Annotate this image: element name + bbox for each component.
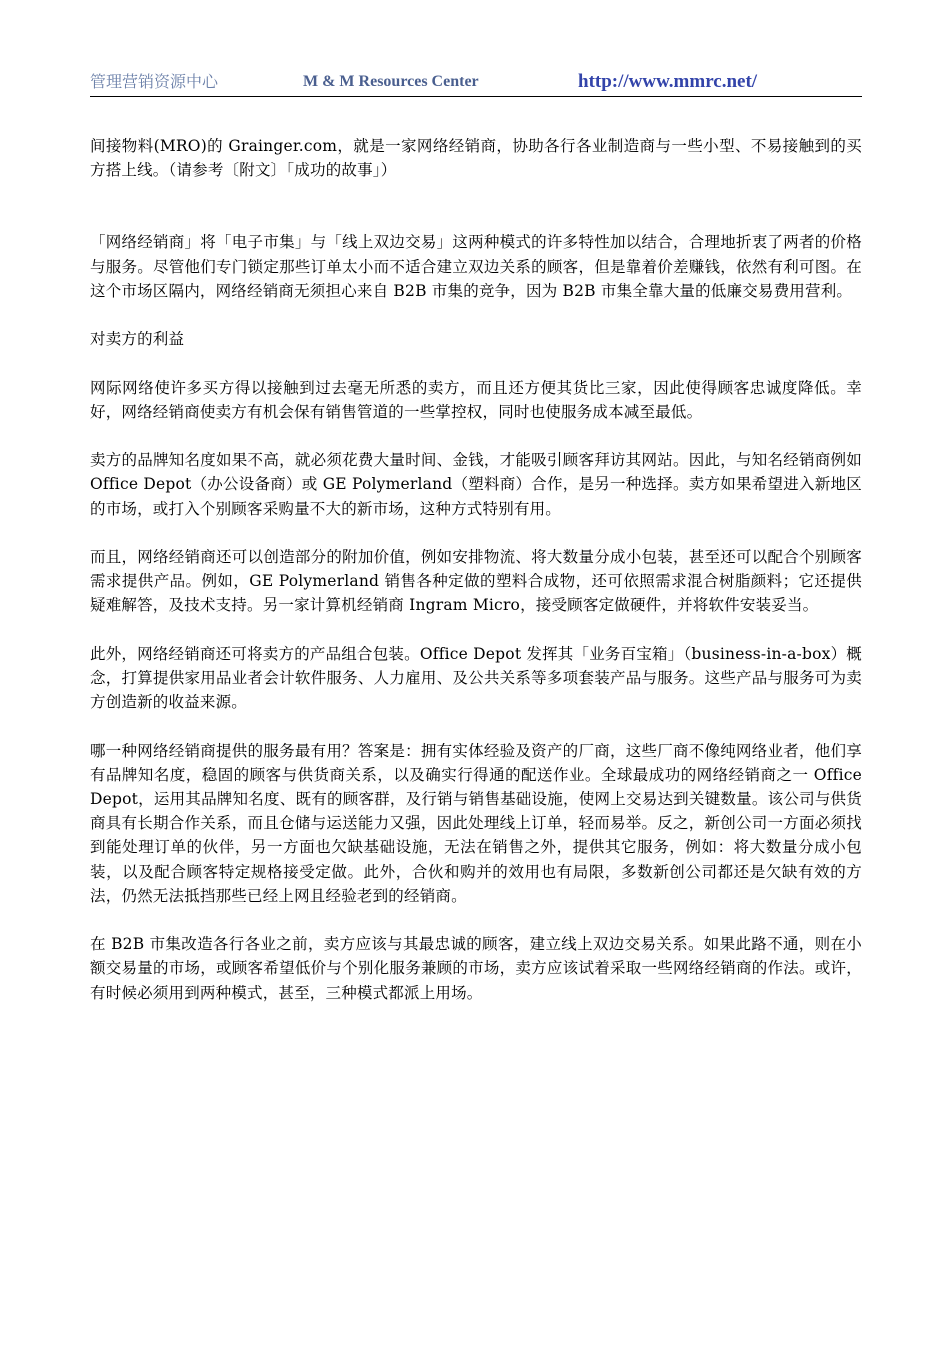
paragraph-customer-loyalty: 网际网络使许多买方得以接触到过去毫无所悉的卖方，而且还方便其货比三家，因此使得顾客忠诚度降低。幸好，网络经销商使卖方有机会保有销售管道的一些掌控权，同时也使服务成本减至最低。 (90, 378, 862, 421)
header-org-english: M & M Resources Center (303, 73, 479, 90)
document-body (90, 134, 862, 1029)
header-divider (90, 96, 862, 97)
section-heading-seller-benefits: 对卖方的利益 (90, 330, 185, 349)
page-header (90, 70, 862, 96)
paragraph-brand-awareness: 卖方的品牌知名度如果不高，就必须花费大量时间、金钱，才能吸引顾客拜访其网站。因此，与知名经销商例如 Office Depot（办公设备商）或 GE Polymerland（塑料商）合作，是另一种选择。卖方如果希望进入新地区的市场，或打入个别顾客采购量不大的新市场，这种方式特别有用。 (90, 451, 862, 518)
paragraph-added-value: 而且，网络经销商还可以创造部分的附加价值，例如安排物流、将大数量分成小包装，甚至还可以配合个别顾客需求提供产品。例如，GE Polymerland 销售各种定做的塑料合成物，还可依照需求混合树脂颜料；它还提供疑难解答，及技术支持。另一家计算机经销商 Ingram Micro，接受顾客定做硬件，并将软件安装妥当。 (90, 547, 862, 615)
paragraph-conclusion: 在 B2B 市集改造各行各业之前，卖方应该与其最忠诚的顾客，建立线上双边交易关系。如果此路不通，则在小额交易量的市场，或顾客希望低价与个别化服务兼顾的市场，卖方应该试着采取一些网络经销商的作法。或许，有时候必须用到两种模式，甚至，三种模式都派上用场。 (90, 935, 862, 1002)
paragraph-most-useful-services: 哪一种网络经销商提供的服务最有用？答案是：拥有实体经验及资产的厂商，这些厂商不像纯网络业者，他们享有品牌知名度，稳固的顾客与供货商关系，以及确实行得通的配送作业。全球最成功的网络经销商之一 Office Depot，运用其品牌知名度、既有的顾客群，及行销与销售基础设施，使网上交易达到关键数量。该公司与供货商具有长期合作关系，而且仓储与运送能力又强，因此处理线上订单，轻而易举。反之，新创公司一方面必须找到能处理订单的伙伴，另一方面也欠缺基础设施，无法在销售之外，提供其它服务，例如：将大数量分成小包装，以及配合顾客特定规格接受定做。此外，合伙和购并的效用也有局限，多数新创公司都还是欠缺有效的方法，仍然无法抵挡那些已经上网且经验老到的经销商。 (90, 741, 862, 905)
paragraph-bundling: 此外，网络经销商还可将卖方的产品组合包装。Office Depot 发挥其「业务百宝箱」（business-in-a-box）概念，打算提供家用品业者会计软件服务、人力雇用、及公共关系等多项套装产品与服务。这些产品与服务可为卖方创造新的收益来源。 (90, 644, 862, 712)
paragraph-grainger: 间接物料(MRO)的 Grainger.com，就是一家网络经销商，协助各行各业制造商与一些小型、不易接触到的买方搭上线。（请参考〔附文〕「成功的故事」） (90, 137, 862, 180)
header-org-chinese: 管理营销资源中心 (90, 72, 219, 91)
paragraph-network-distributor: 「网络经销商」将「电子市集」与「线上双边交易」这两种模式的许多特性加以结合，合理地折衷了两者的价格与服务。尽管他们专门锁定那些订单太小而不适合建立双边关系的顾客，但是靠着价差赚钱，依然有利可图。在这个市场区隔内，网络经销商无须担心来自 B2B 市集的竞争，因为 B2B 市集全靠大量的低廉交易费用营利。 (90, 233, 862, 300)
header-url-link[interactable]: http://www.mmrc.net/ (578, 71, 758, 92)
